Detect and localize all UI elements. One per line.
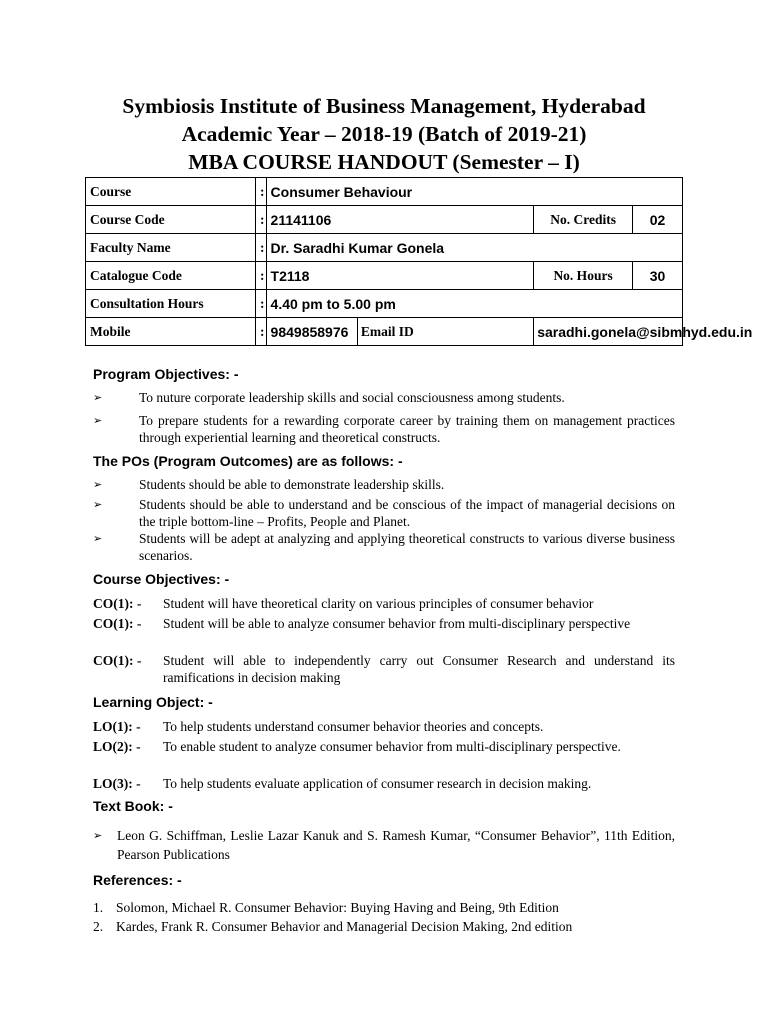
- mobile-label: Mobile: [86, 318, 256, 346]
- objective-label: CO(1): -: [93, 653, 142, 668]
- arrow-bullet-icon: ➢: [93, 391, 103, 404]
- faculty-label: Faculty Name: [86, 234, 256, 262]
- course-label: Course: [86, 178, 256, 206]
- credits-label: No. Credits: [534, 206, 633, 234]
- course-value: Consumer Behaviour: [266, 178, 682, 206]
- catalogue-label: Catalogue Code: [86, 262, 256, 290]
- objective-label: CO(1): -: [93, 596, 142, 611]
- list-item-text: Students should be able to understand and be conscious of the impact of managerial decisions on the triple bottom-line – Profits, People and Planet.: [139, 497, 675, 529]
- objective-label: LO(1): -: [93, 719, 141, 734]
- references-heading: References: -: [93, 872, 182, 888]
- consultation-row: [86, 290, 683, 318]
- course-code-label: Course Code: [86, 206, 256, 234]
- arrow-bullet-icon: ➢: [93, 532, 103, 545]
- arrow-bullet-icon: ➢: [93, 414, 103, 427]
- colon: :: [255, 178, 266, 206]
- course-objectives-heading: Course Objectives: -: [93, 571, 230, 587]
- reference-text: Kardes, Frank R. Consumer Behavior and Managerial Decision Making, 2nd edition: [116, 919, 573, 934]
- hours-label: No. Hours: [534, 262, 633, 290]
- course-info-table: [85, 177, 753, 346]
- objective-label: LO(3): -: [93, 776, 141, 791]
- course-code-row: [86, 206, 683, 234]
- list-item-text: To prepare students for a rewarding corporate career by training them on management practices through experiential learning and theoretical constructs.: [139, 413, 675, 445]
- objective-text: Student will be able to analyze consumer behavior from multi-disciplinary perspective: [163, 616, 631, 631]
- objective-label: LO(2): -: [93, 739, 141, 754]
- course-code-value: 21141106: [266, 206, 534, 234]
- reference-number: 1.: [93, 900, 104, 915]
- objective-text: To help students evaluate application of consumer research in decision making.: [163, 776, 592, 791]
- text-book-heading: Text Book: -: [93, 798, 173, 814]
- text-book-entry: Leon G. Schiffman, Leslie Lazar Kanuk and S. Ramesh Kumar, “Consumer Behavior”, 11th Edition, Pearson Publications: [117, 828, 675, 862]
- consultation-value: 4.40 pm to 5.00 pm: [266, 290, 682, 318]
- catalogue-row: [86, 262, 683, 290]
- course-row: [86, 178, 683, 206]
- colon: :: [255, 262, 266, 290]
- colon: :: [255, 318, 266, 346]
- objective-text: Student will have theoretical clarity on various principles of consumer behavior: [163, 596, 594, 611]
- objective-text: Student will able to independently carry out Consumer Research and understand its ramifications in decision making: [163, 653, 675, 685]
- consultation-label: Consultation Hours: [86, 290, 256, 318]
- academic-year-title: Academic Year – 2018-19 (Batch of 2019-21): [181, 122, 587, 146]
- list-item-text: To nuture corporate leadership skills and social consciousness among students.: [139, 390, 565, 405]
- objective-text: To enable student to analyze consumer behavior from multi-disciplinary perspective.: [163, 739, 621, 754]
- colon: :: [255, 206, 266, 234]
- institute-title: Symbiosis Institute of Business Management, Hyderabad: [122, 94, 646, 118]
- arrow-bullet-icon: ➢: [93, 829, 103, 842]
- arrow-bullet-icon: ➢: [93, 498, 103, 511]
- colon: :: [255, 290, 266, 318]
- email-value[interactable]: saradhi.gonela@sibmhyd.edu.in: [534, 318, 683, 346]
- hours-value: 30: [632, 262, 682, 290]
- reference-text: Solomon, Michael R. Consumer Behavior: Buying Having and Being, 9th Edition: [116, 900, 559, 915]
- learning-objectives-heading: Learning Object: -: [93, 694, 213, 710]
- faculty-value: Dr. Saradhi Kumar Gonela: [266, 234, 682, 262]
- mobile-value: 9849858976: [266, 318, 357, 346]
- handout-title: MBA COURSE HANDOUT (Semester – I): [188, 150, 580, 174]
- program-outcomes-heading: The POs (Program Outcomes) are as follows: -: [93, 453, 403, 469]
- reference-number: 2.: [93, 919, 104, 934]
- colon: :: [255, 234, 266, 262]
- list-item-text: Students should be able to demonstrate leadership skills.: [139, 477, 445, 492]
- mobile-row: [86, 318, 683, 346]
- document-header: [0, 92, 768, 176]
- list-item-text: Students will be adept at analyzing and applying theoretical constructs to various diverse business scenarios.: [139, 531, 675, 563]
- credits-value: 02: [632, 206, 682, 234]
- program-objectives-heading: Program Objectives: -: [93, 366, 239, 382]
- objective-label: CO(1): -: [93, 616, 142, 631]
- catalogue-value: T2118: [266, 262, 534, 290]
- arrow-bullet-icon: ➢: [93, 478, 103, 491]
- objective-text: To help students understand consumer behavior theories and concepts.: [163, 719, 544, 734]
- email-label: Email ID: [357, 318, 533, 346]
- faculty-row: [86, 234, 683, 262]
